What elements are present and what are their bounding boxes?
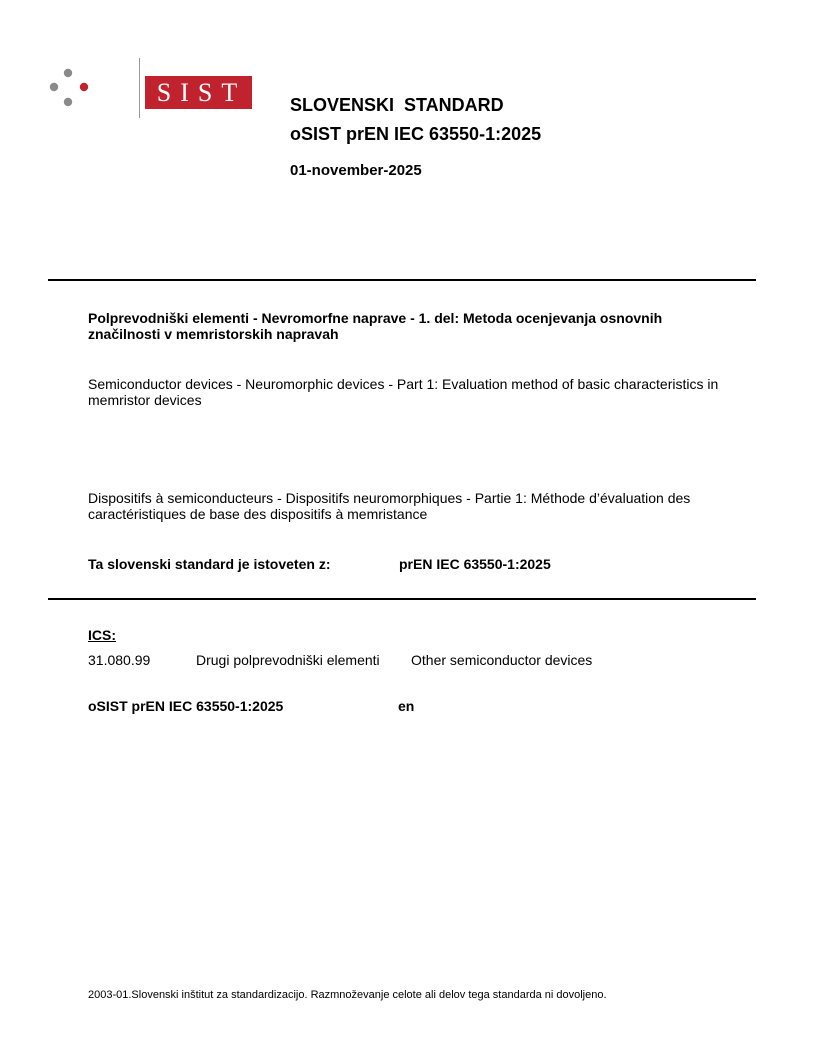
- bottom-divider: [48, 598, 756, 600]
- sist-logo: [48, 66, 247, 120]
- ics-description-sl: Drugi polprevodniški elementi: [196, 652, 380, 668]
- document-id: oSIST prEN IEC 63550-1:2025: [88, 698, 284, 714]
- ics-description-en: Other semiconductor devices: [411, 652, 593, 668]
- title-slovenian: Polprevodniški elementi - Nevromorfne naprave - 1. del: Metoda ocenjevanja osnovnih značilnosti v memristorskih napravah: [88, 310, 663, 342]
- title-french: Dispositifs à semiconducteurs - Dispositifs neuromorphiques - Partie 1: Méthode d’évaluation des caractéristiques de base des dispositifs à memristance: [88, 490, 691, 522]
- identity-value: prEN IEC 63550-1:2025: [399, 556, 551, 572]
- ics-heading: ICS:: [88, 627, 116, 643]
- logo-wordmark: SIST: [145, 76, 252, 109]
- publication-date: 01-november-2025: [290, 162, 422, 179]
- top-divider: [48, 279, 756, 281]
- ics-code: 31.080.99: [88, 652, 151, 668]
- title-english: Semiconductor devices - Neuromorphic devices - Part 1: Evaluation method of basic characteristics in memristor devices: [88, 376, 719, 408]
- copyright-footer: 2003-01.Slovenski inštitut za standardizacijo. Razmnoževanje celote ali delov tega standarda ni dovoljeno.: [88, 989, 607, 1001]
- standard-id-title: oSIST prEN IEC 63550-1:2025: [290, 124, 542, 144]
- standard-type: SLOVENSKI STANDARD: [290, 95, 504, 115]
- identity-label: Ta slovenski standard je istoveten z:: [88, 556, 331, 572]
- logo-dots-icon: [48, 66, 108, 120]
- document-language: en: [398, 698, 415, 714]
- logo-divider: [139, 58, 140, 118]
